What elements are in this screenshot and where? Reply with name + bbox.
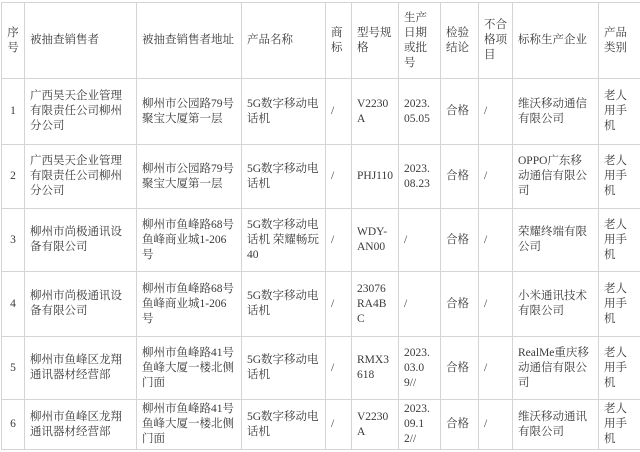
cell-failed-items: / bbox=[479, 400, 513, 450]
cell-model: PHJ110 bbox=[352, 145, 399, 209]
cell-failed-items: / bbox=[479, 145, 513, 209]
cell-manufacturer: 维沃移动通信有限公司 bbox=[513, 79, 599, 145]
cell-seller: 柳州市鱼峰区龙翔通讯器材经营部 bbox=[25, 337, 137, 400]
cell-category: 老人用手机 bbox=[599, 209, 640, 272]
cell-product: 5G数字移动电话机 bbox=[242, 272, 326, 337]
cell-seq: 5 bbox=[2, 337, 25, 400]
cell-address: 柳州市鱼峰路41号鱼峰大厦一楼北侧门面 bbox=[137, 337, 242, 400]
table-row bbox=[2, 337, 640, 400]
cell-seq: 4 bbox=[2, 272, 25, 337]
header-seller: 被抽查销售者 bbox=[25, 3, 137, 79]
inspection-table bbox=[1, 2, 640, 450]
cell-address: 柳州市公园路79号聚宝大厦第一层 bbox=[137, 79, 242, 145]
cell-manufacturer: 维沃移动通讯有限公司 bbox=[513, 400, 599, 450]
cell-address: 柳州市公园路79号聚宝大厦第一层 bbox=[137, 145, 242, 209]
cell-seq: 1 bbox=[2, 79, 25, 145]
header-category: 产品类别 bbox=[599, 3, 640, 79]
cell-model: WDY-AN00 bbox=[352, 209, 399, 272]
cell-manufacturer: 小米通讯技术有限公司 bbox=[513, 272, 599, 337]
cell-production-date: / bbox=[399, 272, 441, 337]
cell-conclusion: 合格 bbox=[441, 400, 479, 450]
cell-product: 5G数字移动电话机 bbox=[242, 79, 326, 145]
cell-conclusion: 合格 bbox=[441, 79, 479, 145]
cell-trademark: / bbox=[326, 272, 352, 337]
header-production-date: 生产日期或批号 bbox=[399, 3, 441, 79]
cell-production-date: / bbox=[399, 209, 441, 272]
cell-conclusion: 合格 bbox=[441, 272, 479, 337]
cell-seller: 柳州市尚极通讯设备有限公司 bbox=[25, 272, 137, 337]
table-row bbox=[2, 79, 640, 145]
table-row bbox=[2, 209, 640, 272]
cell-address: 柳州市鱼峰路41号鱼峰大厦一楼北侧门面 bbox=[137, 400, 242, 450]
cell-model: V2230A bbox=[352, 79, 399, 145]
cell-conclusion: 合格 bbox=[441, 337, 479, 400]
cell-production-date: 2023.05.05 bbox=[399, 79, 441, 145]
cell-failed-items: / bbox=[479, 272, 513, 337]
cell-category: 老人用手机 bbox=[599, 79, 640, 145]
cell-conclusion: 合格 bbox=[441, 145, 479, 209]
cell-seller: 柳州市尚极通讯设备有限公司 bbox=[25, 209, 137, 272]
header-conclusion: 检验结论 bbox=[441, 3, 479, 79]
cell-failed-items: / bbox=[479, 209, 513, 272]
cell-model: RMX3618 bbox=[352, 337, 399, 400]
cell-manufacturer: OPPO广东移动通信有限公司 bbox=[513, 145, 599, 209]
cell-product: 5G数字移动电话机 bbox=[242, 400, 326, 450]
cell-seq: 3 bbox=[2, 209, 25, 272]
cell-seq: 6 bbox=[2, 400, 25, 450]
cell-address: 柳州市鱼峰路68号鱼峰商业城1-206号 bbox=[137, 272, 242, 337]
cell-trademark: / bbox=[326, 337, 352, 400]
cell-product: 5G数字移动电话机 bbox=[242, 337, 326, 400]
header-seq: 序号 bbox=[2, 3, 25, 79]
cell-production-date: 2023.03.09// bbox=[399, 337, 441, 400]
cell-product: 5G数字移动电话机 荣耀畅玩40 bbox=[242, 209, 326, 272]
header-trademark: 商标 bbox=[326, 3, 352, 79]
header-model: 型号规格 bbox=[352, 3, 399, 79]
table-row bbox=[2, 272, 640, 337]
cell-manufacturer: 荣耀终端有限公司 bbox=[513, 209, 599, 272]
cell-model: 23076RA4BC bbox=[352, 272, 399, 337]
cell-seller: 广西昊天企业管理有限责任公司柳州分公司 bbox=[25, 79, 137, 145]
cell-product: 5G数字移动电话机 bbox=[242, 145, 326, 209]
cell-failed-items: / bbox=[479, 79, 513, 145]
cell-seller: 柳州市鱼峰区龙翔通讯器材经营部 bbox=[25, 400, 137, 450]
cell-manufacturer: RealMe重庆移动通信有限公司 bbox=[513, 337, 599, 400]
cell-category: 老人用手机 bbox=[599, 400, 640, 450]
table-row bbox=[2, 400, 640, 450]
cell-trademark: / bbox=[326, 209, 352, 272]
cell-address: 柳州市鱼峰路68号鱼峰商业城1-206号 bbox=[137, 209, 242, 272]
cell-conclusion: 合格 bbox=[441, 209, 479, 272]
cell-trademark: / bbox=[326, 145, 352, 209]
header-failed-items: 不合格项目 bbox=[479, 3, 513, 79]
cell-production-date: 2023.09.12// bbox=[399, 400, 441, 450]
header-manufacturer: 标称生产企业 bbox=[513, 3, 599, 79]
cell-trademark: / bbox=[326, 400, 352, 450]
cell-seller: 广西昊天企业管理有限责任公司柳州分公司 bbox=[25, 145, 137, 209]
header-address: 被抽查销售者地址 bbox=[137, 3, 242, 79]
cell-seq: 2 bbox=[2, 145, 25, 209]
cell-category: 老人用手机 bbox=[599, 145, 640, 209]
table-header-row bbox=[2, 3, 640, 79]
table-row bbox=[2, 145, 640, 209]
cell-trademark: / bbox=[326, 79, 352, 145]
cell-failed-items: / bbox=[479, 337, 513, 400]
cell-category: 老人用手机 bbox=[599, 272, 640, 337]
cell-production-date: 2023.08.23 bbox=[399, 145, 441, 209]
cell-category: 老人用手机 bbox=[599, 337, 640, 400]
header-product: 产品名称 bbox=[242, 3, 326, 79]
cell-model: V2230A bbox=[352, 400, 399, 450]
